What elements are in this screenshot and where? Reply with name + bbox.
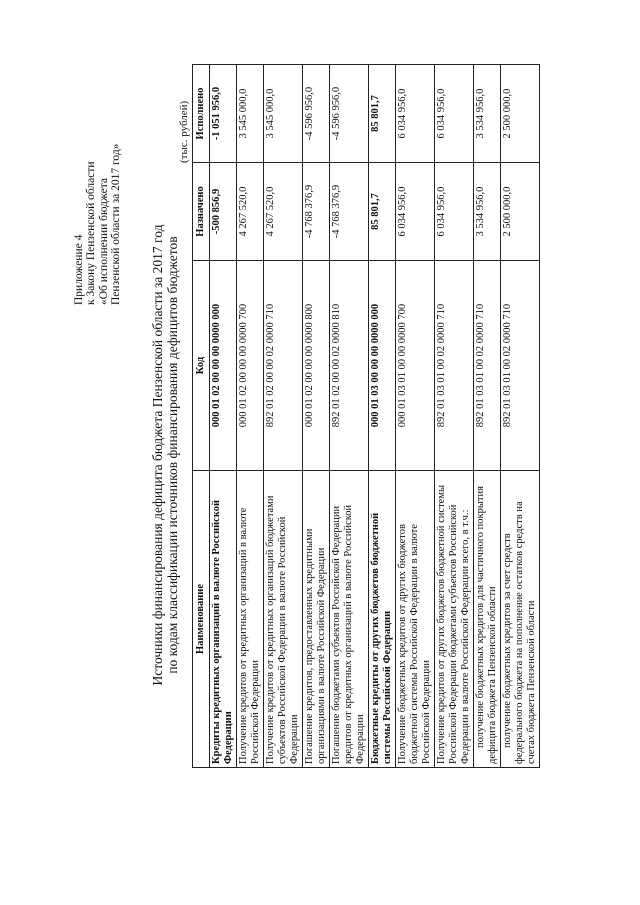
title-line: Источники финансирования дефицита бюджета Пензенской области за 2017 год bbox=[150, 224, 165, 686]
row-executed-cell: -4 596 956,0 bbox=[330, 65, 369, 163]
units-label: (тыс. рублей) bbox=[178, 100, 190, 163]
table-row bbox=[237, 65, 264, 768]
table-row bbox=[369, 65, 396, 768]
row-executed-cell: -4 596 956,0 bbox=[303, 65, 330, 163]
row-planned-cell: 85 801,7 bbox=[369, 163, 396, 261]
row-name-cell: Получение кредитов от других бюджетов бюджетной системы Российской Федерации бюджетами субъектов Российской Федерации в валюте Российской Федерации всего, в т.ч.: bbox=[435, 471, 474, 768]
row-planned-cell: 2 500 000,0 bbox=[501, 163, 540, 261]
row-planned-cell: 6 034 956,0 bbox=[396, 163, 435, 261]
row-code-cell: 892 01 02 00 00 02 0000 710 bbox=[264, 261, 303, 471]
row-code-cell: 000 01 02 00 00 00 0000 000 bbox=[210, 261, 237, 471]
appendix-line: к Закону Пензенской области bbox=[85, 161, 98, 305]
row-executed-cell: 6 034 956,0 bbox=[396, 65, 435, 163]
table-row bbox=[474, 65, 501, 768]
appendix-line: Приложение 4 bbox=[73, 234, 85, 305]
row-executed-cell: 2 500 000,0 bbox=[501, 65, 540, 163]
row-planned-cell: 4 267 520,0 bbox=[264, 163, 303, 261]
table-row bbox=[435, 65, 474, 768]
table-row bbox=[303, 65, 330, 768]
appendix-line: Пензенской области за 2017 год» bbox=[110, 143, 123, 305]
table-row bbox=[264, 65, 303, 768]
document-title bbox=[150, 145, 180, 765]
appendix-line: «Об исполнении бюджета bbox=[97, 177, 110, 305]
row-planned-cell: 3 534 956,0 bbox=[474, 163, 501, 261]
row-planned-cell: -4 768 376,9 bbox=[303, 163, 330, 261]
row-code-cell: 892 01 03 01 00 02 0000 710 bbox=[435, 261, 474, 471]
header-executed: Исполнено bbox=[193, 65, 210, 163]
row-name-cell: Бюджетные кредиты от других бюджетов бюджетной системы Российской Федерации bbox=[369, 471, 396, 768]
header-planned: Назначено bbox=[193, 163, 210, 261]
header-code: Код bbox=[193, 261, 210, 471]
row-executed-cell: 3 545 000,0 bbox=[264, 65, 303, 163]
row-code-cell: 892 01 03 01 00 02 0000 710 bbox=[501, 261, 540, 471]
row-code-cell: 000 01 02 00 00 00 0000 700 bbox=[237, 261, 264, 471]
row-executed-cell: 6 034 956,0 bbox=[435, 65, 474, 163]
table-row bbox=[210, 65, 237, 768]
row-name-cell: Погашение кредитов, предоставленных кредитными организациями в валюте Российской Федерации bbox=[303, 471, 330, 768]
row-name-cell: Получение бюджетных кредитов от других бюджетов бюджетной системы Российской Федерации в валюте Российской Федерации bbox=[396, 471, 435, 768]
title-line: по кодам классификации источников финансирования дефицитов бюджетов bbox=[165, 236, 180, 674]
row-name-cell: получение бюджетных кредитов за счет средств федерального бюджета на пополнение остатков средств на счетах бюджета Пензенской области bbox=[501, 471, 540, 768]
table-row bbox=[396, 65, 435, 768]
appendix-block bbox=[73, 5, 123, 305]
row-name-cell: получение бюджетных кредитов для частичного покрытия дефицита бюджета Пензенской области bbox=[474, 471, 501, 768]
table-row bbox=[330, 65, 369, 768]
table-header-row bbox=[193, 65, 210, 768]
row-name-cell: Погашение бюджетами субъектов Российской Федерации кредитов от кредитных организаций в валюте Российской Федерации bbox=[330, 471, 369, 768]
row-code-cell: 892 01 02 00 00 02 0000 810 bbox=[330, 261, 369, 471]
header-name: Наименование bbox=[193, 471, 210, 768]
row-executed-cell: -1 051 956,0 bbox=[210, 65, 237, 163]
row-code-cell: 000 01 03 01 00 00 0000 700 bbox=[396, 261, 435, 471]
row-executed-cell: 85 801,7 bbox=[369, 65, 396, 163]
row-planned-cell: 6 034 956,0 bbox=[435, 163, 474, 261]
row-code-cell: 892 01 03 01 00 02 0000 710 bbox=[474, 261, 501, 471]
row-code-cell: 000 01 03 00 00 00 0000 000 bbox=[369, 261, 396, 471]
row-name-cell: Получение кредитов от кредитных организаций бюджетами субъектов Российской Федерации в валюте Российской Федерации bbox=[264, 471, 303, 768]
table-body bbox=[210, 65, 540, 768]
row-name-cell: Получение кредитов от кредитных организаций в валюте Российской Федерации bbox=[237, 471, 264, 768]
row-name-cell: Кредиты кредитных организаций в валюте Российской Федерации bbox=[210, 471, 237, 768]
table-row bbox=[501, 65, 540, 768]
row-code-cell: 000 01 02 00 00 00 0000 800 bbox=[303, 261, 330, 471]
row-executed-cell: 3 534 956,0 bbox=[474, 65, 501, 163]
row-executed-cell: 3 545 000,0 bbox=[237, 65, 264, 163]
row-planned-cell: -500 856,9 bbox=[210, 163, 237, 261]
financing-table bbox=[192, 64, 540, 768]
row-planned-cell: 4 267 520,0 bbox=[237, 163, 264, 261]
row-planned-cell: -4 768 376,9 bbox=[330, 163, 369, 261]
